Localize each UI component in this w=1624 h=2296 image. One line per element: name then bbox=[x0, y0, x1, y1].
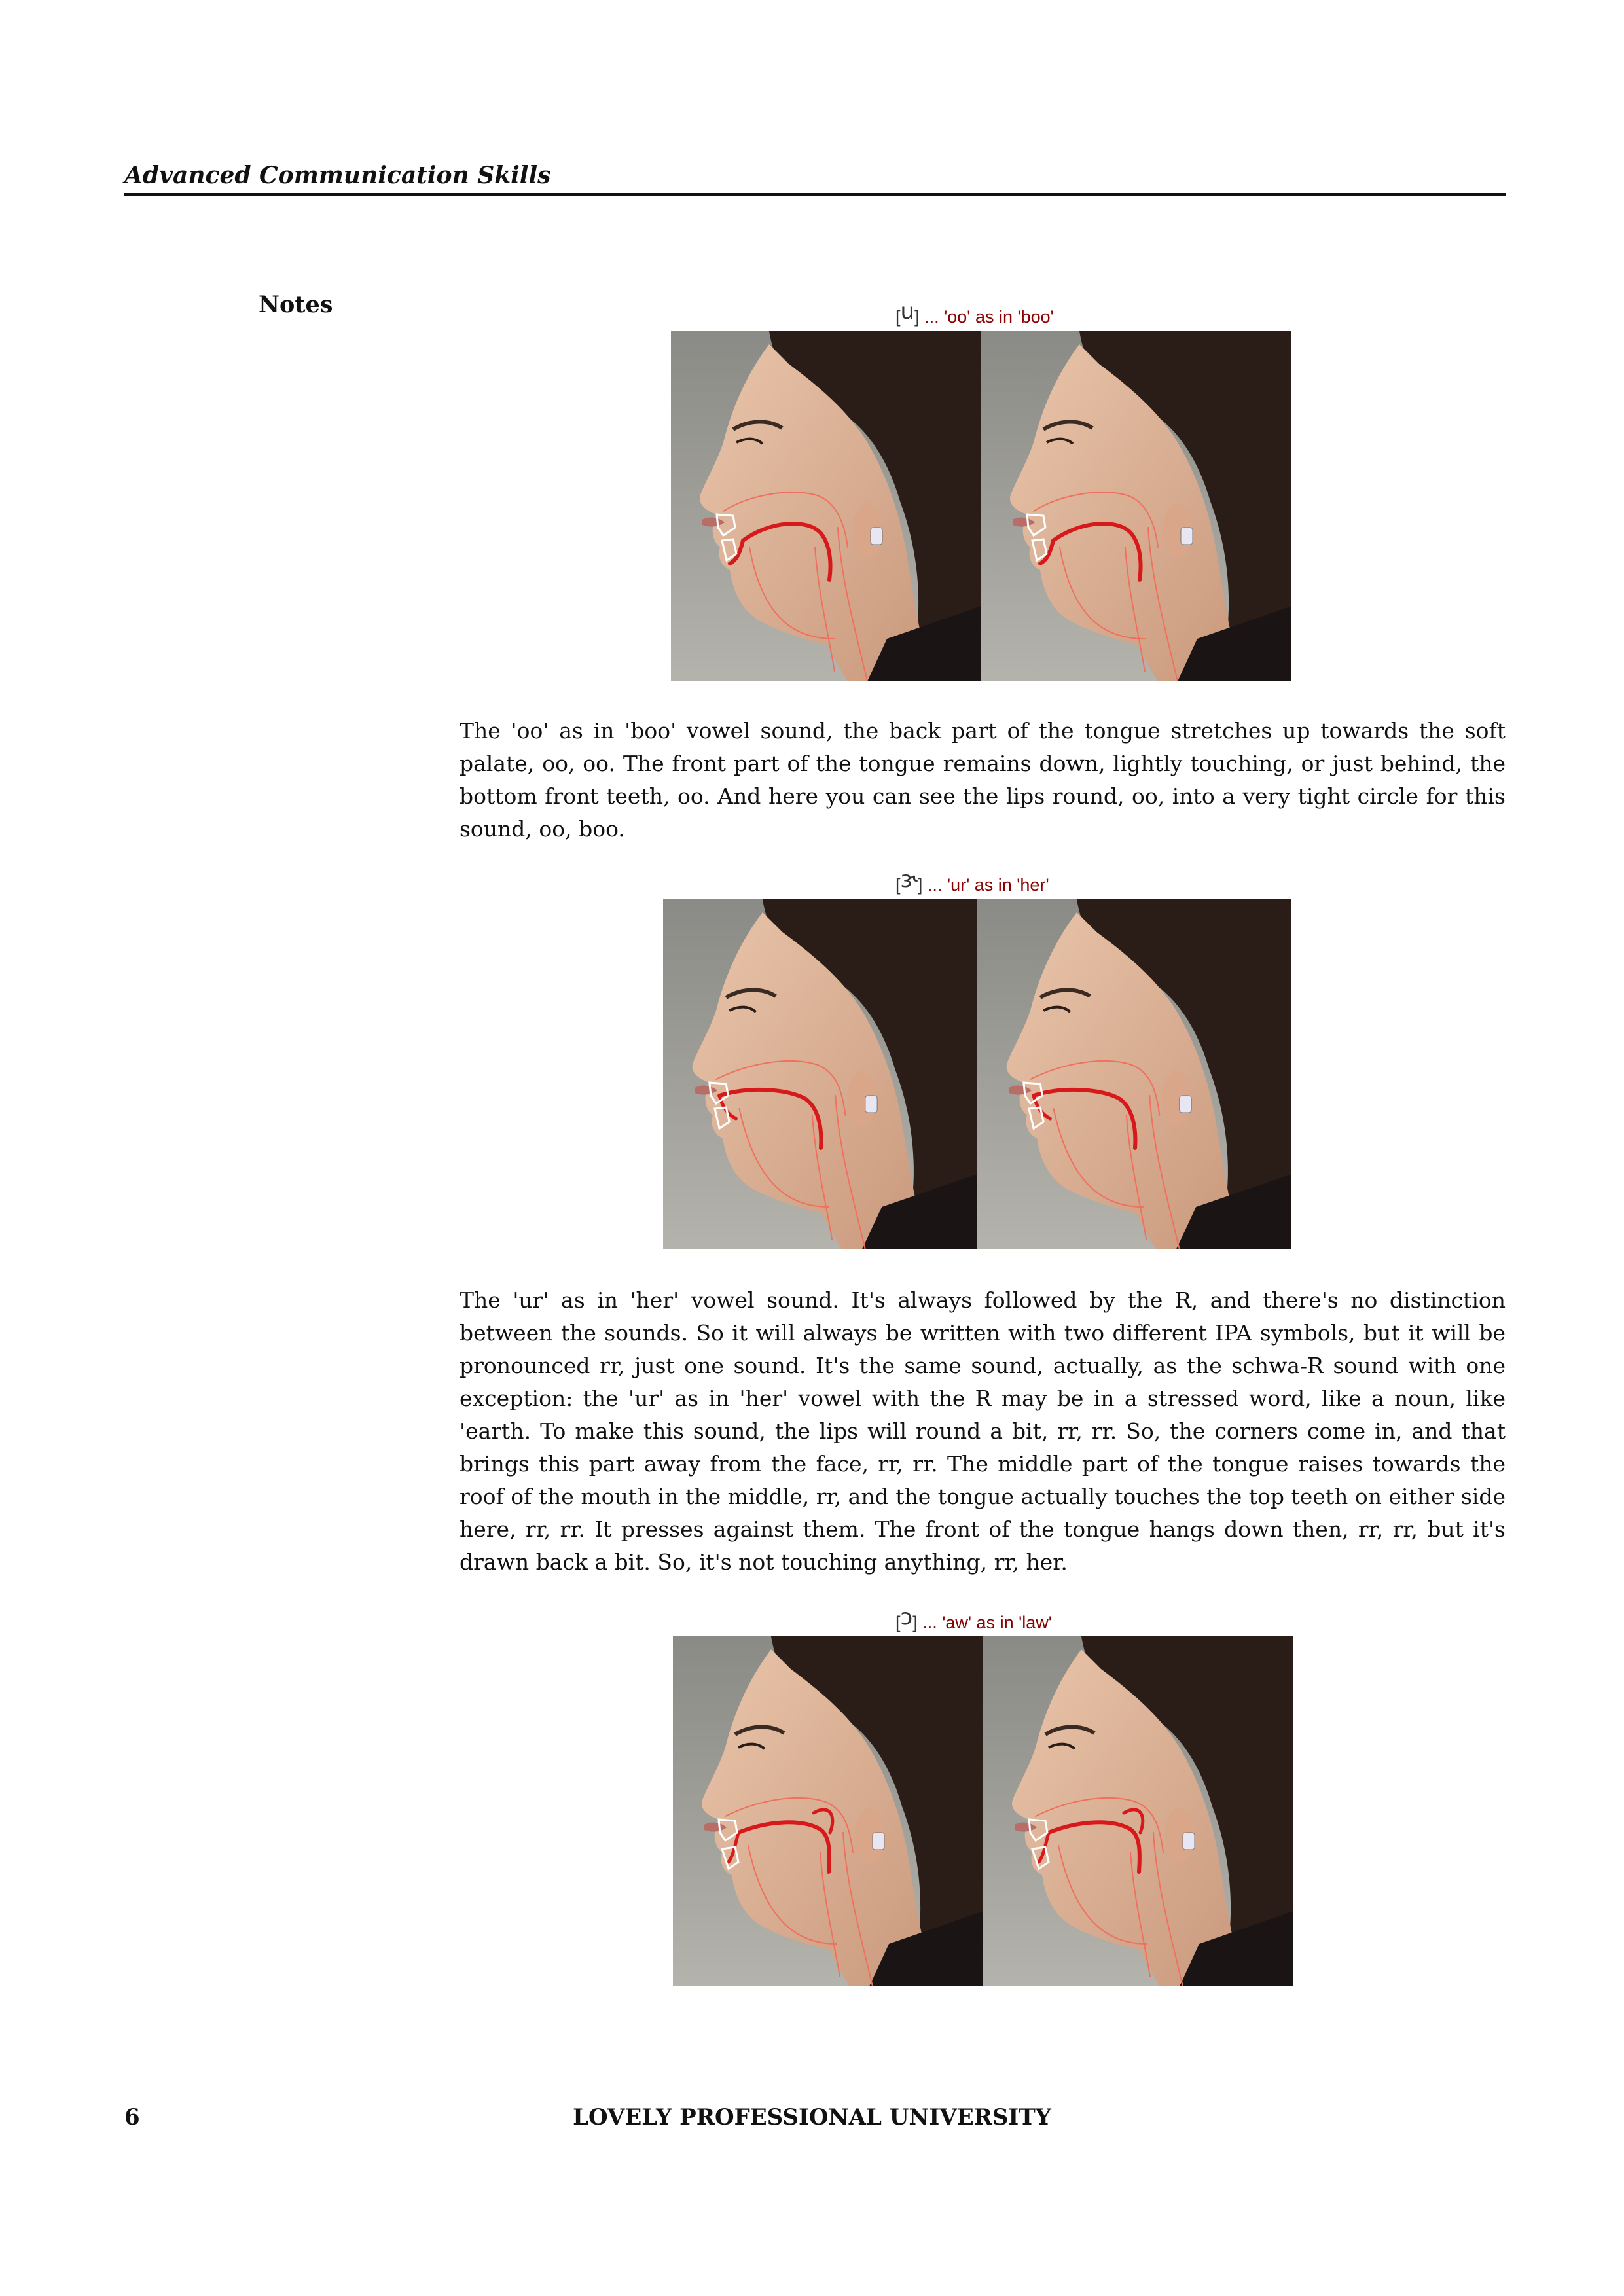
footer-university: LOVELY PROFESSIONAL UNIVERSITY bbox=[573, 2104, 1051, 2130]
figure-aw bbox=[673, 1636, 1293, 1986]
face-photo-right bbox=[977, 899, 1291, 1249]
running-header-title: Advanced Communication Skills bbox=[124, 162, 551, 189]
figure-oo bbox=[671, 331, 1291, 681]
paragraph-oo: The 'oo' as in 'boo' vowel sound, the back part of the tongue stretches up towards the soft palate, oo, oo. The front part of the tongue remains down, lightly touching, or just behind, the bottom front teeth, oo. And here you can see the lips round, oo, into a very tight circle for this sound, oo, boo. bbox=[460, 718, 1506, 842]
figure-caption-oo: [u] ... 'oo' as in 'boo' bbox=[895, 298, 1054, 327]
figure-ur bbox=[663, 899, 1291, 1249]
header-rule bbox=[124, 193, 1506, 196]
face-photo-left bbox=[671, 331, 981, 681]
figure-caption-aw: [ɔ] ... 'aw' as in 'law' bbox=[895, 1604, 1052, 1632]
face-photo-right bbox=[983, 1636, 1293, 1986]
figure-caption-ur: [ɝ] ... 'ur' as in 'her' bbox=[895, 867, 1049, 895]
page-number: 6 bbox=[124, 2104, 140, 2130]
paragraph-ur: The 'ur' as in 'her' vowel sound. It's always followed by the R, and there's no distinction between the sounds. So it will always be written with two different IPA symbols, but it will be pronounced rr, just one sound. It's the same sound, actually, as the schwa-R sound with one exception: the 'ur' as in 'her' vowel with the R may be in a stressed word, like a noun, like 'earth. To make this sound, the lips will round a bit, rr, rr. So, the corners come in, and that brings this part away from the face, rr, rr. The middle part of the tongue raises towards the roof of the mouth in the middle, rr, and the tongue actually touches the top teeth on either side here, rr, rr. It presses against them. The front of the tongue hangs down then, rr, rr, but it's drawn back a bit. So, it's not touching anything, rr, her. bbox=[460, 1287, 1506, 1575]
face-photo-left bbox=[673, 1636, 983, 1986]
face-photo-left bbox=[663, 899, 977, 1249]
face-photo-right bbox=[981, 331, 1291, 681]
notes-margin-label: Notes bbox=[259, 291, 333, 318]
